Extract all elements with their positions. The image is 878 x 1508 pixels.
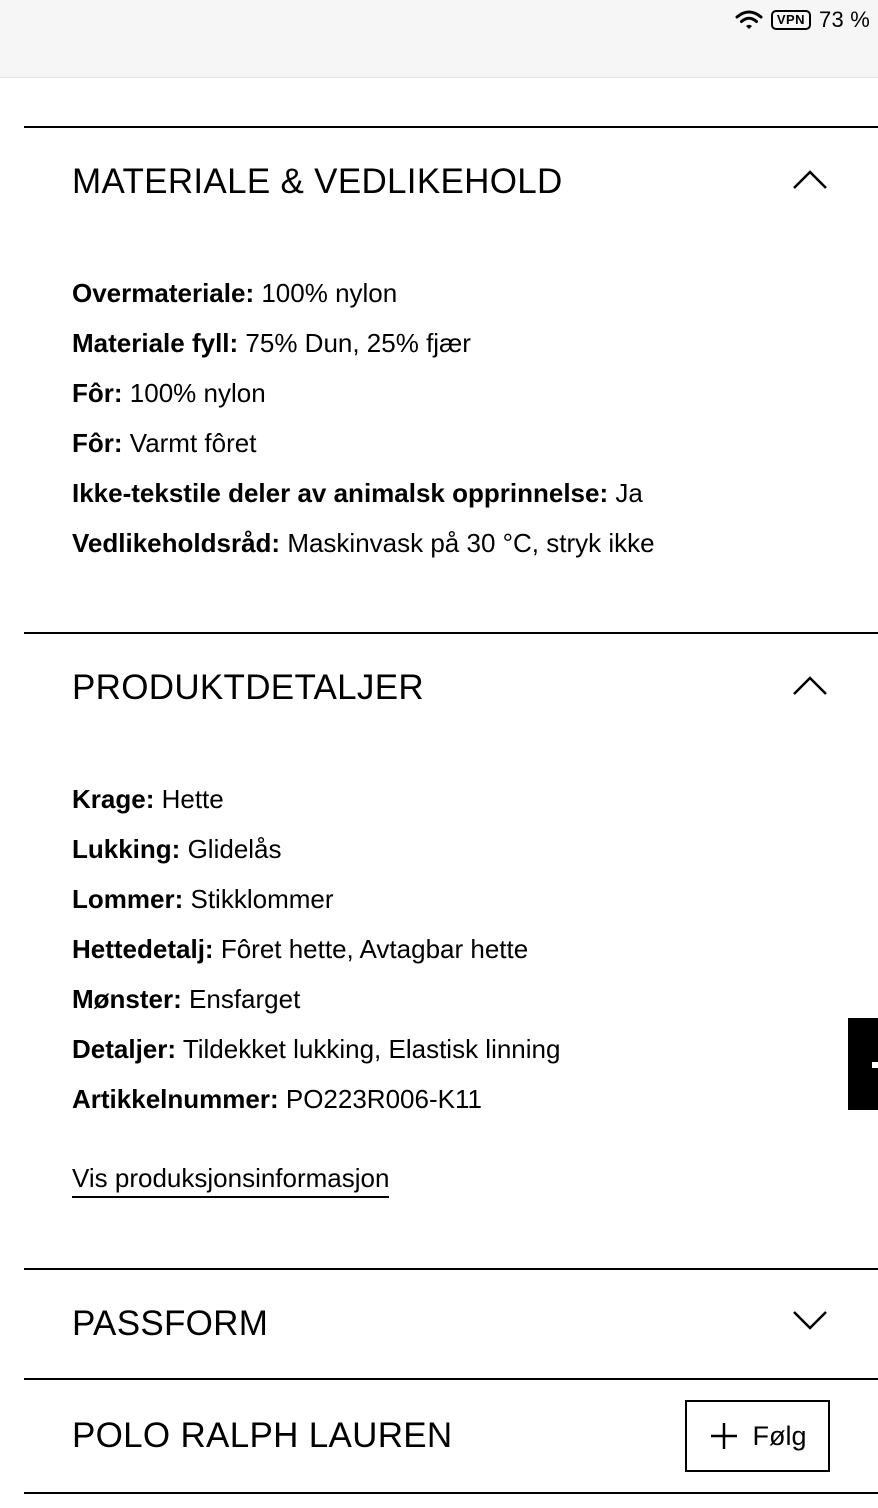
spec-value: Maskinvask på 30 °C, stryk ikke (287, 528, 655, 558)
spec-value: PO223R006-K11 (285, 1084, 482, 1114)
spec-row (72, 418, 655, 468)
spec-label: Ikke-tekstile deler av animalsk opprinnelse: (72, 478, 609, 508)
spec-label: Hettedetalj: (72, 934, 214, 964)
side-feedback-tab[interactable] (848, 1018, 878, 1110)
spec-value: Tildekket lukking, Elastisk linning (182, 1034, 561, 1064)
status-indicators (735, 6, 870, 34)
brand-name: POLO RALPH LAUREN (72, 1416, 453, 1455)
spec-value: Hette (161, 784, 224, 814)
status-bar (0, 0, 878, 78)
spec-label: Vedlikeholdsråd: (72, 528, 281, 558)
fit-section-title[interactable]: PASSFORM (72, 1304, 269, 1343)
side-tab-mark (872, 1062, 878, 1068)
section-divider (24, 1268, 878, 1270)
spec-value: Stikklommer (190, 884, 334, 914)
spec-row (72, 1024, 560, 1074)
spec-label: Overmateriale: (72, 278, 255, 308)
details-section-title[interactable]: PRODUKTDETALJER (72, 668, 424, 707)
chevron-up-icon[interactable] (790, 674, 830, 698)
spec-value: Ja (615, 478, 643, 508)
spec-row (72, 874, 560, 924)
spec-row (72, 824, 560, 874)
spec-row (72, 924, 560, 974)
spec-row (72, 368, 655, 418)
spec-label: Materiale fyll: (72, 328, 239, 358)
material-spec-list (72, 268, 655, 568)
spec-value: 100% nylon (129, 378, 266, 408)
spec-row (72, 774, 560, 824)
spec-value: Ensfarget (189, 984, 301, 1014)
spec-row (72, 468, 655, 518)
spec-label: Fôr: (72, 378, 123, 408)
spec-label: Mønster: (72, 984, 182, 1014)
spec-value: 100% nylon (261, 278, 398, 308)
follow-brand-button[interactable] (685, 1400, 830, 1472)
spec-row (72, 1074, 560, 1124)
follow-label: Følg (752, 1420, 807, 1451)
wifi-icon (735, 9, 763, 31)
chevron-up-icon[interactable] (790, 168, 830, 192)
production-info-link[interactable]: Vis produksjonsinformasjon (72, 1160, 389, 1198)
spec-label: Artikkelnummer: (72, 1084, 279, 1114)
plus-icon (709, 1421, 739, 1451)
spec-row (72, 518, 655, 568)
vpn-badge: VPN (771, 10, 811, 30)
spec-label: Krage: (72, 784, 155, 814)
section-divider (24, 126, 878, 128)
spec-label: Detaljer: (72, 1034, 177, 1064)
spec-value: 75% Dun, 25% fjær (245, 328, 471, 358)
spec-value: Glidelås (187, 834, 282, 864)
spec-row (72, 268, 655, 318)
material-section-title[interactable]: MATERIALE & VEDLIKEHOLD (72, 162, 563, 201)
spec-label: Lommer: (72, 884, 184, 914)
spec-row (72, 974, 560, 1024)
battery-percentage: 73 % (819, 7, 870, 32)
spec-value: Varmt fôret (129, 428, 257, 458)
spec-value: Fôret hette, Avtagbar hette (220, 934, 529, 964)
details-spec-list (72, 774, 560, 1124)
spec-row (72, 318, 655, 368)
section-divider (24, 632, 878, 634)
section-divider (24, 1492, 878, 1494)
section-divider (24, 1378, 878, 1380)
spec-label: Lukking: (72, 834, 181, 864)
spec-label: Fôr: (72, 428, 123, 458)
chevron-down-icon[interactable] (790, 1308, 830, 1332)
